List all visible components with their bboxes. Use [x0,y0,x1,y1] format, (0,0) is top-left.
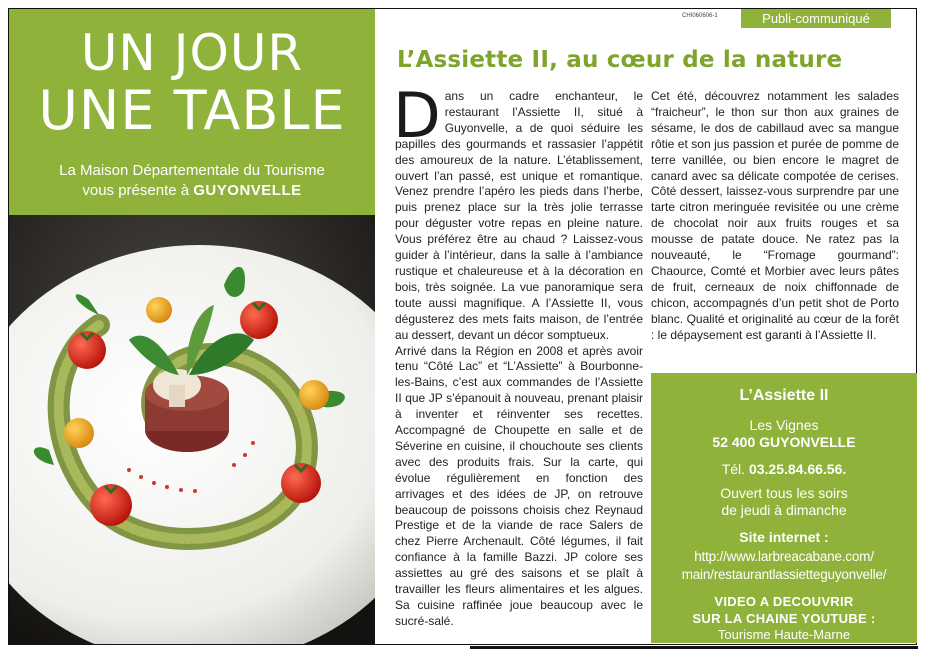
article-column-2 [651,89,899,344]
left-panel [9,9,375,644]
restaurant-name: L’Assiette II [739,387,829,404]
article-column-1 [393,79,643,630]
address-line-2: 52 400 GUYONVELLE [712,434,856,450]
paragraph-1-text: ans un cadre enchanteur, le restaurant l’Assiette II, situé à Guyonvelle, a de quoi séduire les papilles des gourmands et rassasier l’appétit des amoureux de la nature. L’établissement, ouvert l’an passé, est unique et romantique. Venez prendre l’apéro les pieds dans l’herbe, puis prenez place sur la très jolie terrasse pour déguster votre repas en pleine nature. Vous préférez être au chaud ? Laissez-vous guider à l’intérieur, dans la salle à l’ambiance rustique et chaleureuse et à la décoration en bois, très soignée. La vue panoramique sera toute aussi magnifique. A l’Assiette II, vous dégusterez des mets faits maison, de l’entrée au dessert, devant un décor somptueux. [395,89,643,342]
subtitle-line-1: La Maison Départementale du Tourisme [59,162,325,179]
masthead [9,9,375,215]
paragraph-2: Arrivé dans la Région en 2008 et après avoir tenu “Côté Lac” et “L’Assiette” à Bourbonne-les-Bains, c’est aux commandes de l’Assiette II que JP s’épanouit à nouveau, prenant plaisir à inventer et réinventer ses recettes. Accompagné de Choupette en salle et de Séverine en cuisine, il chouchoute ses clients avec des produits frais. Sur la carte, qui évolue régulièrement en fonction des arrivages et des idées de JP, on retrouve beaucoup de poissons choisis chez Reynaud Prestige et de la viande de race Salers de chez Pierre Archenault. Côté légumes, il fait confiance à la famille Bazzi. JP colore ses assiettes au gré des saisons et se plaît à travailler les fleurs alimentaires et les algues. Sa cuisine raffinée joue beaucoup avec le sucré-salé. [395,343,643,628]
yellow-tomato [64,418,94,448]
publi-tag: Publi-communiqué [741,9,891,28]
info-box [651,373,917,643]
dish-photo [9,215,375,644]
page-frame [8,8,917,645]
youtube-channel[interactable]: Tourisme Haute-Marne [717,627,851,642]
article-title: L’Assiette II, au cœur de la nature [397,47,843,73]
address-line-1: Les Vignes [749,417,819,433]
paragraph-3: Cet été, découvrez notamment les salades “fraicheur”, le thon sur thon aux graines de sésame, le dos de cabillaud avec sa mangue rôtie et son jus passion et purée de pomme de terre vanillée, ou bien encore le magret de canard avec sa délicate compotée de cerises. Côté dessert, laissez-vous surprendre par une tarte citron meringuée revisitée ou une crème de chocolat noir aux fruits rouges et sa mousse de patate douce. Ne ratez pas la nouveauté, le “Fromage gourmand”: Chaource, Comté et Morbier avec leurs pâtes de fruit, cerneaux de noix chiffonnade de chicon, accompagnés d’un petit shot de Porto blanc. Qualité et originalité au cœur de la forêt : le dépaysement est garanti à l’Assiette II. [651,89,899,342]
headline-line-2: UNE TABLE [38,79,346,142]
hours-line-2: de jeudi à dimanche [721,502,847,518]
cherry-tomato [240,301,278,339]
hours-line-1: Ouvert tous les soirs [720,485,848,501]
yellow-tomato [146,297,172,323]
website-label: Site internet : [739,529,829,545]
phone-number: 03.25.84.66.56. [748,461,847,477]
drop-cap: D [393,79,441,152]
document-code: CHI060606-1 [682,13,718,19]
subtitle-prefix: vous présente à [82,182,194,199]
paragraph-1 [393,79,643,344]
video-line-2: SUR LA CHAINE YOUTUBE : [692,611,876,626]
website-link-2[interactable]: main/restaurantlassietteguyonvelle/ [681,567,887,582]
dish-illustration [9,215,375,644]
bottom-rule [470,646,918,649]
subtitle-town: GUYONVELLE [193,182,302,199]
video-line-1: VIDEO A DECOUVRIR [714,594,854,609]
phone-line [651,461,917,478]
subtitle-line-2 [9,181,375,200]
yellow-tomato [299,380,329,410]
headline-line-1: UN JOUR [80,24,304,82]
cherry-tomato [68,331,106,369]
phone-label: Tél. [721,461,749,477]
website-link-1[interactable]: http://www.larbreacabane.com/ [694,549,874,564]
